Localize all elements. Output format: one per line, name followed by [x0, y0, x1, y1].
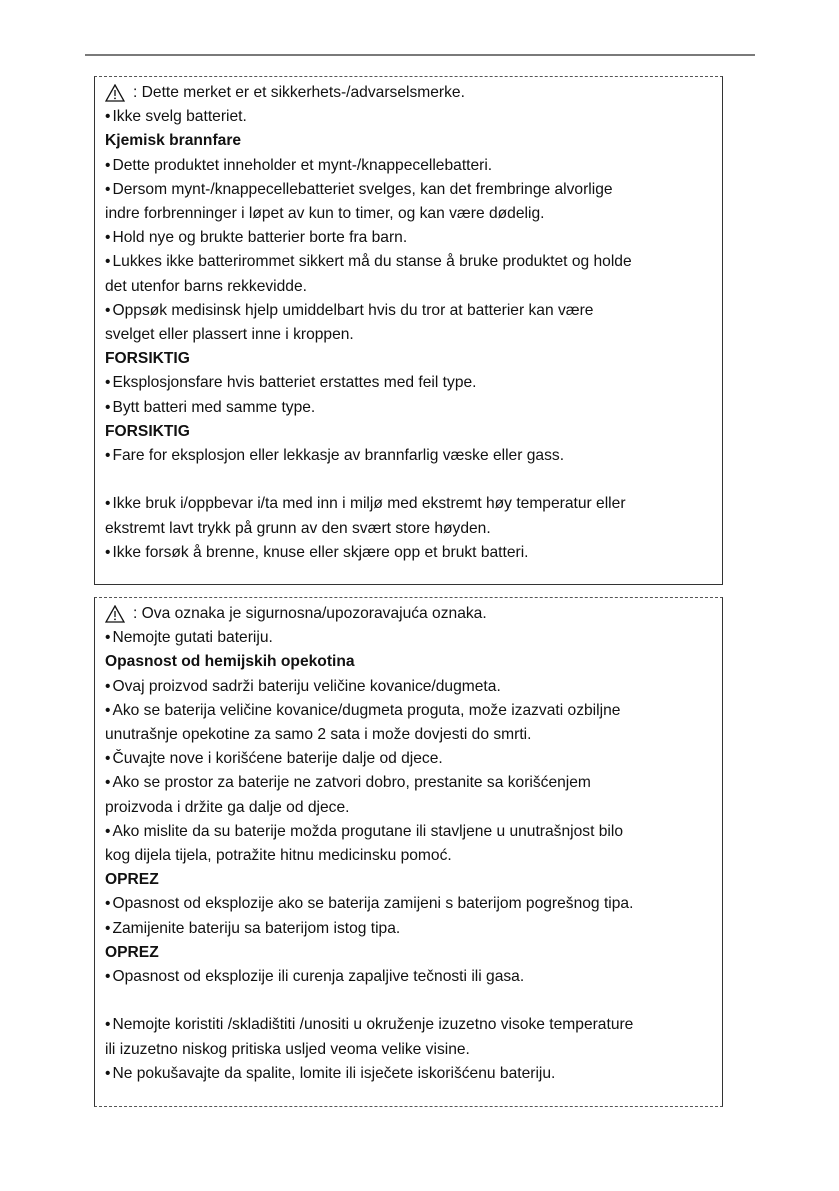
- line-text: Ikke forsøk å brenne, knuse eller skjære opp et brukt batteri.: [112, 543, 529, 561]
- line-text: Nemojte gutati bateriju.: [112, 629, 273, 647]
- warning-box-norwegian: [94, 76, 723, 585]
- line-text: Bytt batteri med samme type.: [112, 398, 316, 416]
- bullet-marker: •: [105, 1064, 111, 1082]
- bullet-marker: •: [105, 1016, 111, 1034]
- bullet-marker: •: [105, 374, 111, 392]
- bullet-marker: •: [105, 495, 111, 513]
- line-text: FORSIKTIG: [105, 422, 190, 440]
- warning-symbol-line: [105, 81, 714, 105]
- bullet-item: [105, 226, 714, 250]
- bullet-item: [105, 771, 714, 795]
- section-heading: [105, 941, 714, 965]
- line-text: Opasnost od hemijskih opekotina: [105, 653, 355, 671]
- line-text: Ako se prostor za baterije ne zatvori dobro, prestanite sa korišćenjem: [112, 774, 591, 792]
- line-text: Eksplosjonsfare hvis batteriet erstattes med feil type.: [112, 374, 477, 392]
- line-text: Ovaj proizvod sadrži bateriju veličine kovanice/dugmeta.: [112, 677, 501, 695]
- line-text: det utenfor barns rekkevidde.: [105, 277, 307, 295]
- section-heading: [105, 129, 714, 153]
- line-text: unutrašnje opekotine za samo 2 sata i može dovjesti do smrti.: [105, 726, 532, 744]
- line-text: Nemojte koristiti /skladištiti /unositi u okruženje izuzetno visoke temperature: [112, 1016, 634, 1034]
- line-text: kog dijela tijela, potražite hitnu medicinsku pomoć.: [105, 847, 452, 865]
- line-text: Oppsøk medisinsk hjelp umiddelbart hvis du tror at batterier kan være: [112, 301, 594, 319]
- section-heading: [105, 650, 714, 674]
- bullet-marker: •: [105, 701, 111, 719]
- bullet-item: [105, 396, 714, 420]
- spacer: [105, 468, 714, 492]
- continuation-text: [105, 275, 714, 299]
- warning-symbol-text: : Ova oznaka je sigurnosna/upozoravajuća oznaka.: [133, 605, 487, 622]
- line-text: Fare for eksplosjon eller lekkasje av brannfarlig væske eller gass.: [112, 447, 565, 465]
- bullet-marker: •: [105, 822, 111, 840]
- bullet-marker: •: [105, 543, 111, 561]
- bullet-item: [105, 444, 714, 468]
- bullet-marker: •: [105, 180, 111, 198]
- bullet-item: [105, 1062, 714, 1086]
- line-text: OPREZ: [105, 871, 159, 889]
- bullet-item: [105, 965, 714, 989]
- section-heading: [105, 868, 714, 892]
- bullet-marker: •: [105, 447, 111, 465]
- header-rule: [85, 54, 755, 56]
- line-text: indre forbrenninger i løpet av kun to timer, og kan være dødelig.: [105, 205, 545, 223]
- line-text: Opasnost od eksplozije ako se baterija zamijeni s baterijom pogrešnog tipa.: [112, 895, 634, 913]
- bullet-marker: •: [105, 108, 111, 126]
- bullet-item: [105, 699, 714, 723]
- bullet-marker: •: [105, 156, 111, 174]
- line-text: proizvoda i držite ga dalje od djece.: [105, 798, 350, 816]
- bullet-item: [105, 492, 714, 516]
- bullet-marker: •: [105, 919, 111, 937]
- line-text: Ikke svelg batteriet.: [112, 108, 247, 126]
- bullet-item: [105, 154, 714, 178]
- continuation-text: [105, 844, 714, 868]
- bullet-marker: •: [105, 774, 111, 792]
- bullet-marker: •: [105, 629, 111, 647]
- bullet-item: [105, 675, 714, 699]
- bullet-item: [105, 892, 714, 916]
- bullet-marker: •: [105, 301, 111, 319]
- line-text: Kjemisk brannfare: [105, 132, 242, 150]
- line-text: Lukkes ikke batterirommet sikkert må du stanse å bruke produktet og holde: [112, 253, 632, 271]
- line-text: Dette produktet inneholder et mynt-/knappecellebatteri.: [112, 156, 493, 174]
- warning-symbol-line: [105, 602, 714, 626]
- section-lines: [105, 105, 714, 565]
- continuation-text: [105, 202, 714, 226]
- line-text: Ako se baterija veličine kovanice/dugmeta proguta, može izazvati ozbiljne: [112, 701, 621, 719]
- bullet-marker: •: [105, 229, 111, 247]
- line-text: Opasnost od eksplozije ili curenja zapaljive tečnosti ili gasa.: [112, 968, 525, 986]
- bullet-item: [105, 371, 714, 395]
- continuation-text: [105, 517, 714, 541]
- bullet-item: [105, 820, 714, 844]
- section-heading: [105, 347, 714, 371]
- line-text: Ako mislite da su baterije možda progutane ili stavljene u unutrašnjost bilo: [112, 822, 624, 840]
- spacer: [105, 989, 714, 1013]
- line-text: OPREZ: [105, 943, 159, 961]
- line-text: Zamijenite bateriju sa baterijom istog tipa.: [112, 919, 401, 937]
- bullet-marker: •: [105, 677, 111, 695]
- line-text: ili izuzetno niskog pritiska usljed veoma velike visine.: [105, 1040, 470, 1058]
- line-text: svelget eller plassert inne i kroppen.: [105, 326, 354, 344]
- line-text: Hold nye og brukte batterier borte fra barn.: [112, 229, 408, 247]
- bullet-item: [105, 917, 714, 941]
- continuation-text: [105, 1038, 714, 1062]
- continuation-text: [105, 723, 714, 747]
- line-text: Čuvajte nove i korišćene baterije dalje od djece.: [112, 750, 443, 768]
- continuation-text: [105, 796, 714, 820]
- warning-triangle-icon: [105, 605, 125, 623]
- warning-box-montenegrin: [94, 597, 723, 1107]
- bullet-item: [105, 1013, 714, 1037]
- bullet-item: [105, 250, 714, 274]
- section-lines: [105, 626, 714, 1086]
- bullet-item: [105, 299, 714, 323]
- bullet-item: [105, 105, 714, 129]
- bullet-item: [105, 178, 714, 202]
- bullet-marker: •: [105, 750, 111, 768]
- line-text: FORSIKTIG: [105, 350, 190, 368]
- continuation-text: [105, 323, 714, 347]
- warning-triangle-icon: [105, 84, 125, 102]
- bullet-marker: •: [105, 253, 111, 271]
- line-text: Ne pokušavajte da spalite, lomite ili isječete iskorišćenu bateriju.: [112, 1064, 556, 1082]
- warning-symbol-text: : Dette merket er et sikkerhets-/advarselsmerke.: [133, 84, 465, 101]
- bullet-marker: •: [105, 895, 111, 913]
- bullet-marker: •: [105, 398, 111, 416]
- bullet-item: [105, 747, 714, 771]
- bullet-item: [105, 541, 714, 565]
- bullet-marker: •: [105, 968, 111, 986]
- section-heading: [105, 420, 714, 444]
- bullet-item: [105, 626, 714, 650]
- line-text: Ikke bruk i/oppbevar i/ta med inn i miljø med ekstremt høy temperatur eller: [112, 495, 626, 513]
- line-text: Dersom mynt-/knappecellebatteriet svelges, kan det frembringe alvorlige: [112, 180, 613, 198]
- line-text: ekstremt lavt trykk på grunn av den svært store høyden.: [105, 519, 491, 537]
